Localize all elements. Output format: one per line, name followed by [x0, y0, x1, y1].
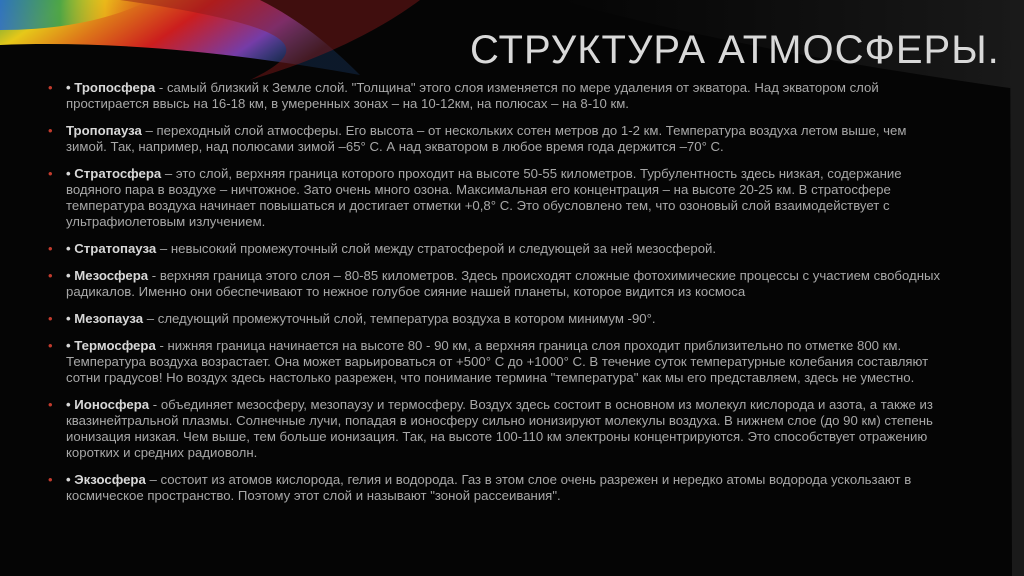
- item-term: Стратосфера: [74, 166, 162, 181]
- item-text: - самый близкий к Земле слой. "Толщина" этого слоя изменяется по мере удаления от экватора. Над экватором слой простирается ввысь на 16-18 км, в умеренных зонах – на 10-12км, на полюсах – на 8-10 км.: [66, 80, 879, 111]
- item-prefix: •: [66, 241, 75, 256]
- item-text: – переходный слой атмосферы. Его высота – от нескольких сотен метров до 1-2 км. Температура воздуха летом выше, чем зимой. Так, например, над полюсами зимой –65° С. А над экватором в любое время года держится –70° С.: [66, 123, 907, 154]
- item-term: Тропопауза: [66, 123, 142, 138]
- bullet-marker: •: [48, 80, 53, 95]
- bullet-marker: •: [48, 338, 53, 353]
- item-term: Мезосфера: [74, 268, 149, 283]
- bullet-marker: •: [48, 268, 53, 283]
- item-term: Ионосфера: [74, 397, 150, 412]
- bullet-marker: •: [48, 397, 53, 412]
- item-prefix: •: [66, 80, 75, 95]
- item-text: – это слой, верхняя граница которого проходит на высоте 50-55 километров. Турбулентность здесь низкая, содержание водяного пара в воздухе – ничтожное. Зато очень много озона. Максимальная его концентрация – на высоте 20-25 км. В стратосфере температура воздуха начинает повышаться и достигает отметки +0,8° С. Это обусловлено тем, что озоновый слой взаимодействует с ультрафиолетовым излучением.: [66, 166, 902, 229]
- item-term: Тропосфера: [74, 80, 156, 95]
- list-item: [48, 123, 948, 155]
- bullet-list: [48, 80, 948, 515]
- bullet-marker: •: [48, 241, 53, 256]
- item-term: Мезопауза: [74, 311, 144, 326]
- item-prefix: •: [66, 472, 75, 487]
- item-text: – невысокий промежуточный слой между стратосферой и следующей за ней мезосферой.: [156, 241, 717, 256]
- item-prefix: •: [66, 268, 75, 283]
- list-item: [48, 166, 948, 230]
- item-text: – следующий промежуточный слой, температура воздуха в котором минимум -90°.: [143, 311, 656, 326]
- item-prefix: •: [66, 311, 75, 326]
- item-term: Экзосфера: [74, 472, 146, 487]
- item-prefix: •: [66, 397, 75, 412]
- list-item: [48, 80, 948, 112]
- list-item: [48, 268, 948, 300]
- list-item: [48, 338, 948, 386]
- item-text: - объединяет мезосферу, мезопаузу и термосферу. Воздух здесь состоит в основном из молекул кислорода и азота, а также из квазинейтральной плазмы. Солнечные лучи, попадая в ионосферу сильно ионизируют молекулы воздуха. В нижнем слое (до 90 км) степень ионизация низкая. Чем выше, тем больше ионизация. Так, на высоте 100-110 км электроны концентрируются. Это способствует отражению коротких и средних радиоволн.: [66, 397, 933, 460]
- list-item: [48, 397, 948, 461]
- bullet-marker: •: [48, 166, 53, 181]
- item-prefix: •: [66, 338, 75, 353]
- item-text: - верхняя граница этого слоя – 80-85 километров. Здесь происходят сложные фотохимические процессы с участием свободных радикалов. Именно они обеспечивают то нежное голубое сияние нашей планеты, которое видится из космоса: [66, 268, 941, 299]
- item-text: - нижняя граница начинается на высоте 80 - 90 км, а верхняя граница слоя проходит приблизительно по отметке 800 км. Температура воздуха возрастает. Она может варьироваться от +500° С до +1000° С. В течение суток температурные колебания составляют сотни градусов! Но воздух здесь настолько разрежен, что понимание термина "температура" как мы его представляем, здесь не уместно.: [66, 338, 929, 385]
- item-prefix: •: [66, 166, 75, 181]
- bullet-marker: •: [48, 123, 53, 138]
- list-item: [48, 472, 948, 504]
- item-term: Термосфера: [74, 338, 156, 353]
- slide-title: СТРУКТУРА АТМОСФЕРЫ.: [470, 28, 1000, 72]
- item-text: – состоит из атомов кислорода, гелия и водорода. Газ в этом слое очень разрежен и нередко атомы водорода ускользают в космическое пространство. Поэтому этот слой и называют "зоной рассеивания".: [66, 472, 912, 503]
- item-term: Стратопауза: [74, 241, 157, 256]
- list-item: [48, 311, 948, 327]
- bullet-marker: •: [48, 311, 53, 326]
- list-item: [48, 241, 948, 257]
- bullet-marker: •: [48, 472, 53, 487]
